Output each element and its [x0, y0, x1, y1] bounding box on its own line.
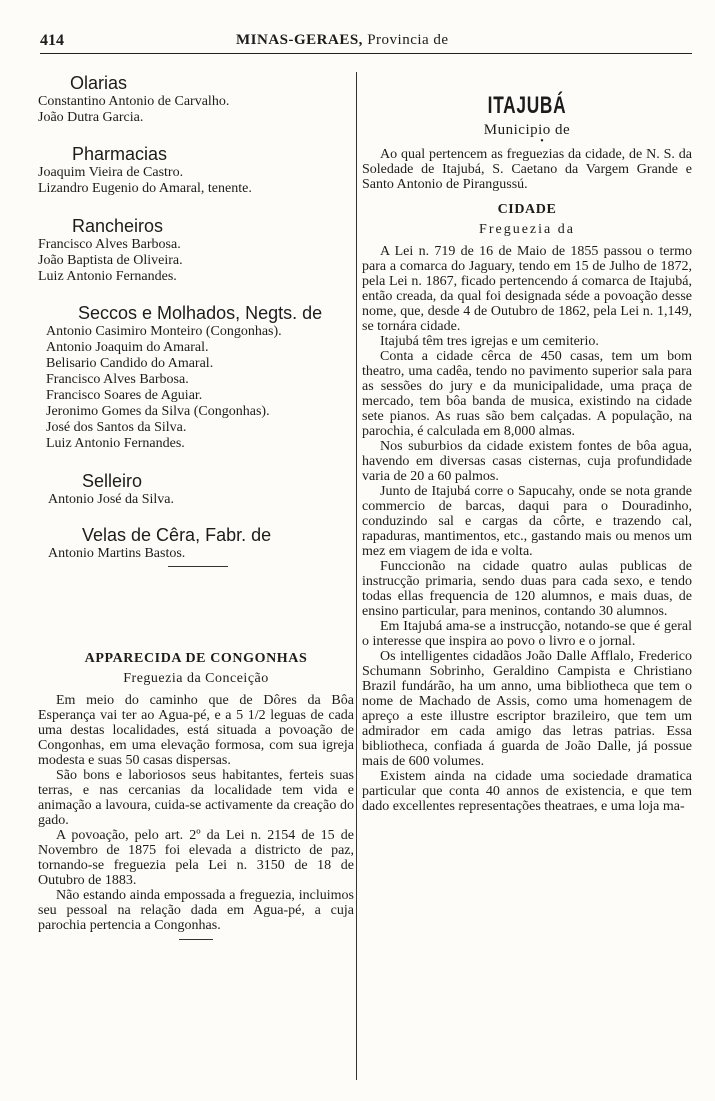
list-item: José dos Santos da Silva.: [46, 420, 187, 435]
section-end-rule: [168, 566, 228, 567]
end-rule: [179, 939, 213, 940]
list-item: Antonio José da Silva.: [48, 492, 174, 507]
cidade-title: CIDADE: [497, 202, 557, 217]
running-title-rest: Provincia de: [367, 32, 449, 48]
section-seccos: [78, 302, 354, 324]
apparecida-section: [38, 651, 354, 940]
running-title: [236, 32, 449, 49]
list-item: Joaquim Vieira de Castro.: [38, 165, 184, 180]
town-title: ITAJUBÁ: [487, 92, 567, 119]
paragraph: A povoação, pelo art. 2º da Lei n. 2154 de 15 de Novembro de 1875 foi elevada a districto de paz, tornando-se freguezia pela Lei n. 3150 de 18 de Outubro de 1883.: [38, 828, 354, 888]
apparecida-title: APPARECIDA DE CONGONHAS: [84, 651, 308, 666]
section-heading: Pharmacias: [72, 144, 168, 164]
freguezia-label: Freguezia da: [479, 222, 575, 237]
header-rule: [40, 53, 692, 54]
running-title-bold: MINAS-GERAES,: [236, 32, 363, 48]
section-selleiro: [82, 470, 354, 492]
list-item: Jeronimo Gomes da Silva (Congonhas).: [46, 404, 270, 419]
paragraph: Funccionão na cidade quatro aulas publicas de instrucção primaria, sendo duas para cada sexo, e tendo todas ellas frequencia de 120 alumnos, e mais duas, de ensino particular, para meninos, contando 30 alumnos.: [362, 559, 692, 619]
paragraph: Itajubá têm tres igrejas e um cemiterio.: [380, 334, 599, 349]
section-olarias: [70, 72, 354, 94]
intro-paragraph: Ao qual pertencem as freguezias da cidade, de N. S. da Soledade de Itajubá, S. Caetano da Vargem Grande e Santo Antonio de Pirangussú.: [362, 147, 692, 192]
left-column: [38, 72, 354, 940]
list-item: João Dutra Garcia.: [38, 110, 144, 125]
list-item: Antonio Joaquim do Amaral.: [46, 340, 209, 355]
paragraph: Nos suburbios da cidade existem fontes de bôa agua, havendo em diversas casas cisternas, cuja profundidade varia de 20 a 60 palmos.: [362, 439, 692, 484]
list-item: Luiz Antonio Fernandes.: [46, 436, 185, 451]
paragraph: A Lei n. 719 de 16 de Maio de 1855 passou o termo para a comarca do Jaguary, tendo em 15 de Julho de 1872, pela Lei n. 1867, ficado pertencendo á comarca de Itajubá, então creada, da qual foi designada séde a povoação desse nome, que, desde 4 de Outubro de 1862, pela Lei n. 1,149, se tornára cidade.: [362, 244, 692, 334]
paragraph: Não estando ainda empossada a freguezia, incluimos seu pessoal na relação dada em Agua-pé, a cuja parochia pertencia a Congonhas.: [38, 888, 354, 933]
list-item: Luiz Antonio Fernandes.: [38, 269, 177, 284]
list-item: Belisario Candido do Amaral.: [46, 356, 214, 371]
right-column: [362, 72, 692, 814]
section-rancheiros: [72, 215, 354, 237]
page-number: 414: [40, 32, 64, 49]
page-header: [40, 32, 692, 54]
paragraph: Junto de Itajubá corre o Sapucahy, onde se nota grande commercio de barcas, daqui para o Douradinho, conduzindo sal e cargas da côrte, e trazendo cal, rapaduras, mantimentos, etc., gastando mais ou menos um mez em viagem de ida e volta.: [362, 484, 692, 559]
municipio-label: Municipio de: [483, 122, 571, 138]
paragraph: Em Itajubá ama-se a instrucção, notando-se que é geral o interesse que inspira ao povo o livro e o jornal.: [362, 619, 692, 649]
list-item: Constantino Antonio de Carvalho.: [38, 94, 230, 109]
section-seccos-items: [46, 324, 354, 452]
section-heading: Rancheiros: [72, 216, 164, 236]
list-item: Francisco Alves Barbosa.: [46, 372, 189, 387]
paragraph: Conta a cidade cêrca de 450 casas, tem um bom theatro, uma cadêa, tendo no pavimento superior sala para as sessões do jury e da municipalidade, uma praça de mercado, tem bôa banda de musica, existindo na cidade sete pianos. As ruas são bem calçadas. A população, na parochia, é calculada em 8,000 almas.: [362, 349, 692, 439]
apparecida-subtitle: Freguezia da Conceição: [123, 671, 269, 686]
paragraph: São bons e laboriosos seus habitantes, ferteis suas terras, e nas cercanias da localidade tem vida e animação a lavoura, cuida-se activamente da creação do gado.: [38, 768, 354, 828]
paragraph: Existem ainda na cidade uma sociedade dramatica particular que conta 40 annos de existencia, e que tem dado excellentes representações theatraes, e uma loja ma-: [362, 769, 692, 814]
section-heading: Olarias: [70, 73, 128, 93]
column-divider: [356, 72, 357, 1080]
section-heading: Seccos e Molhados, Negts. de: [78, 303, 323, 323]
section-velas: [82, 524, 354, 546]
list-item: Antonio Martins Bastos.: [48, 546, 186, 561]
list-item: Lizandro Eugenio do Amaral, tenente.: [38, 181, 252, 196]
section-heading: Selleiro: [82, 471, 143, 491]
section-pharmacias: [72, 143, 354, 165]
section-heading: Velas de Cêra, Fabr. de: [82, 525, 272, 545]
paragraph: Em meio do caminho que de Dôres da Bôa Esperança vai ter ao Agua-pé, e a 5 1/2 leguas de cada uma destas localidades, está situada a povoação de Congonhas, em uma elevação formosa, com sua igreja modesta e suas 50 casas dispersas.: [38, 693, 354, 768]
spacer: [362, 72, 692, 92]
dot-mark: •: [540, 136, 544, 147]
list-item: Francisco Alves Barbosa.: [38, 237, 181, 252]
list-item: João Baptista de Oliveira.: [38, 253, 183, 268]
paragraph: Os intelligentes cidadãos João Dalle Afflalo, Frederico Schumann Sobrinho, Geraldino Campista e Christiano Brazil fundárão, ha um anno, uma bibliotheca que tem o nome de Machado de Assis, como uma homenagem de apreço a este illustre escriptor brazileiro, que tem um admirador em cada amigo das letras patrias. Essa bibliotheca, confiada á guarda de João Dalle, já possue mais de 600 volumes.: [362, 649, 692, 769]
list-item: Francisco Soares de Aguiar.: [46, 388, 203, 403]
list-item: Antonio Casimiro Monteiro (Congonhas).: [46, 324, 282, 339]
